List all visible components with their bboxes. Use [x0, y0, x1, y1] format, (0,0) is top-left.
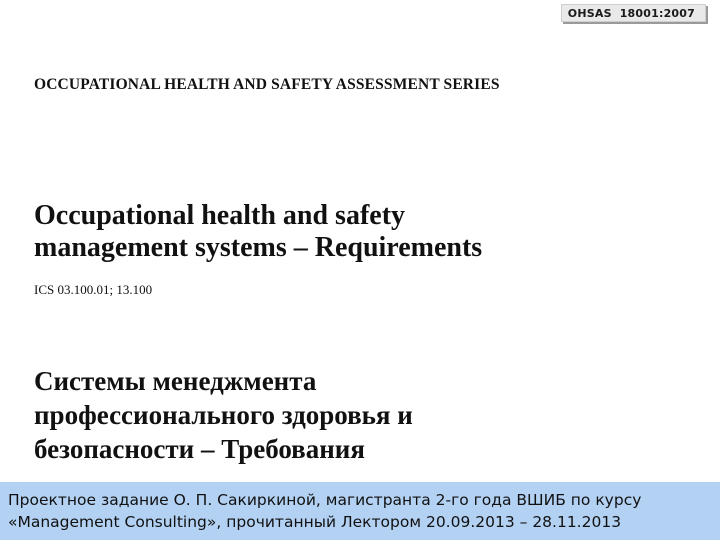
badge-code: 18001:2007 — [619, 7, 695, 20]
footer-caption: Проектное задание О. П. Сакиркиной, магистранта 2-го года ВШИБ по курсу «Management Consulting», прочитанный Лектором 20.09.2013 – 28.11.2013 — [8, 491, 642, 531]
document-title-ru — [34, 364, 413, 466]
badge-label: OHSAS — [567, 7, 612, 20]
title-en-line-1: Occupational health and safety — [34, 200, 406, 231]
series-title: OCCUPATIONAL HEALTH AND SAFETY ASSESSMENT SERIES — [34, 76, 500, 93]
title-en-line-2: management systems – Requirements — [34, 232, 483, 263]
ics-code: ICS 03.100.01; 13.100 — [34, 282, 153, 297]
footer-caption-box — [0, 482, 720, 540]
document-title-en — [34, 200, 482, 264]
title-ru-line-3: безопасности – Требования — [34, 434, 365, 464]
standard-badge — [561, 4, 706, 22]
title-ru-line-2: профессионального здоровья и — [34, 400, 413, 430]
title-ru-line-1: Системы менеджмента — [34, 366, 317, 396]
